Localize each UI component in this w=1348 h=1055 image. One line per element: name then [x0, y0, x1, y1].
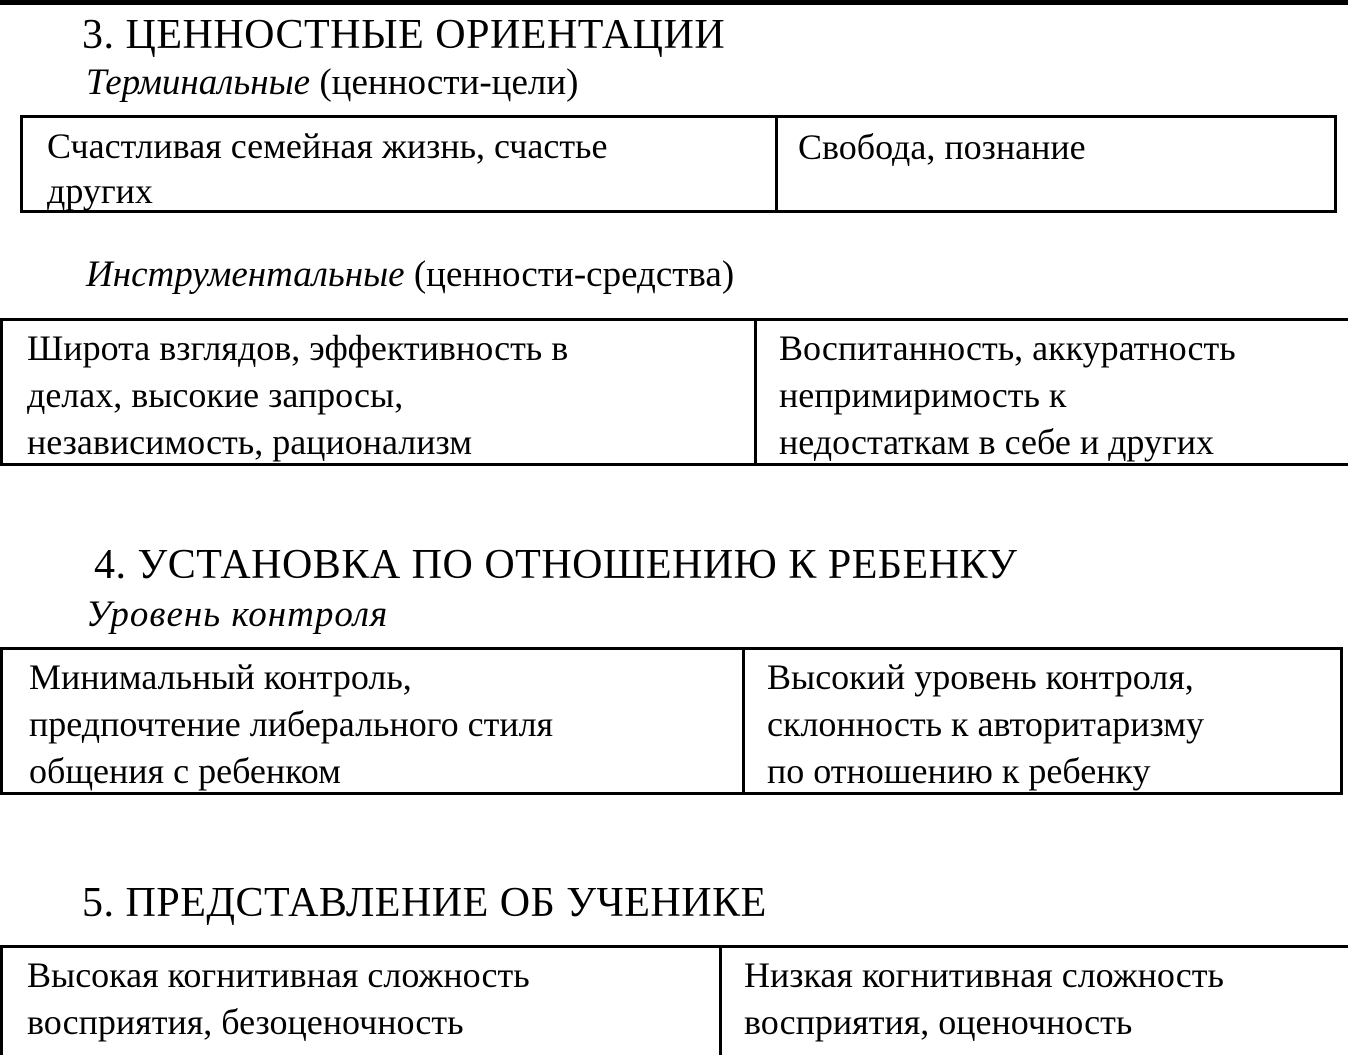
cell-line: других [47, 171, 153, 210]
cell-line: непримиримость к [779, 375, 1067, 415]
cell-line: Высокий уровень контроля, [767, 657, 1194, 697]
terminal-values-subtitle-plain: (ценности-цели) [310, 62, 579, 103]
section-4-heading: 4. УСТАНОВКА ПО ОТНОШЕНИЮ К РЕБЕНКУ [94, 542, 1018, 588]
section-5-heading: 5. ПРЕДСТАВЛЕНИЕ ОБ УЧЕНИКЕ [82, 880, 767, 926]
instrumental-values-table [0, 318, 1348, 466]
student-perception-table [0, 945, 1348, 1055]
cell-line: восприятия, оценочность [744, 1002, 1133, 1042]
terminal-values-subtitle-italic: Терминальные [86, 62, 311, 103]
section-3-heading: 3. ЦЕННОСТНЫЕ ОРИЕНТАЦИИ [82, 12, 726, 58]
terminal-values-table [20, 115, 1337, 213]
instrumental-values-subtitle [86, 254, 734, 296]
cell-line: недостаткам в себе и других [779, 422, 1214, 462]
cell-line: независимость, рационализм [27, 422, 472, 462]
control-level-right-cell [745, 650, 1340, 792]
cell-line: предпочтение либерального стиля [29, 704, 554, 744]
control-level-subtitle-italic: Уровень контроля [86, 594, 389, 635]
instrumental-values-right-cell [757, 321, 1348, 463]
cell-line: по отношению к ребенку [767, 751, 1151, 791]
top-rule [0, 0, 1348, 5]
cell-line: делах, высокие запросы, [27, 375, 404, 415]
instrumental-values-left-cell [3, 321, 757, 463]
terminal-values-left-cell [23, 118, 778, 210]
terminal-values-right-cell [778, 118, 1334, 210]
student-perception-left-cell [3, 948, 722, 1055]
control-level-left-cell [3, 650, 745, 792]
terminal-values-subtitle [86, 62, 578, 104]
instrumental-values-subtitle-plain: (ценности-средства) [404, 254, 735, 295]
cell-line: Воспитанность, аккуратность [779, 328, 1236, 368]
cell-line: Счастливая семейная жизнь, счастье [47, 126, 608, 166]
student-perception-right-cell [722, 948, 1348, 1055]
cell-line: Минимальный контроль, [29, 657, 412, 697]
control-level-table [0, 647, 1343, 795]
cell-line: Высокая когнитивная сложность [27, 955, 530, 995]
cell-line: Широта взглядов, эффективность в [27, 328, 569, 368]
cell-line: Свобода, познание [798, 127, 1086, 167]
cell-line: склонность к авторитаризму [767, 704, 1204, 744]
control-level-subtitle [86, 594, 388, 636]
cell-line: общения с ребенком [29, 751, 341, 791]
cell-line: Низкая когнитивная сложность [744, 955, 1224, 995]
instrumental-values-subtitle-italic: Инструментальные [86, 254, 405, 295]
cell-line: восприятия, безоценочность [27, 1002, 464, 1042]
